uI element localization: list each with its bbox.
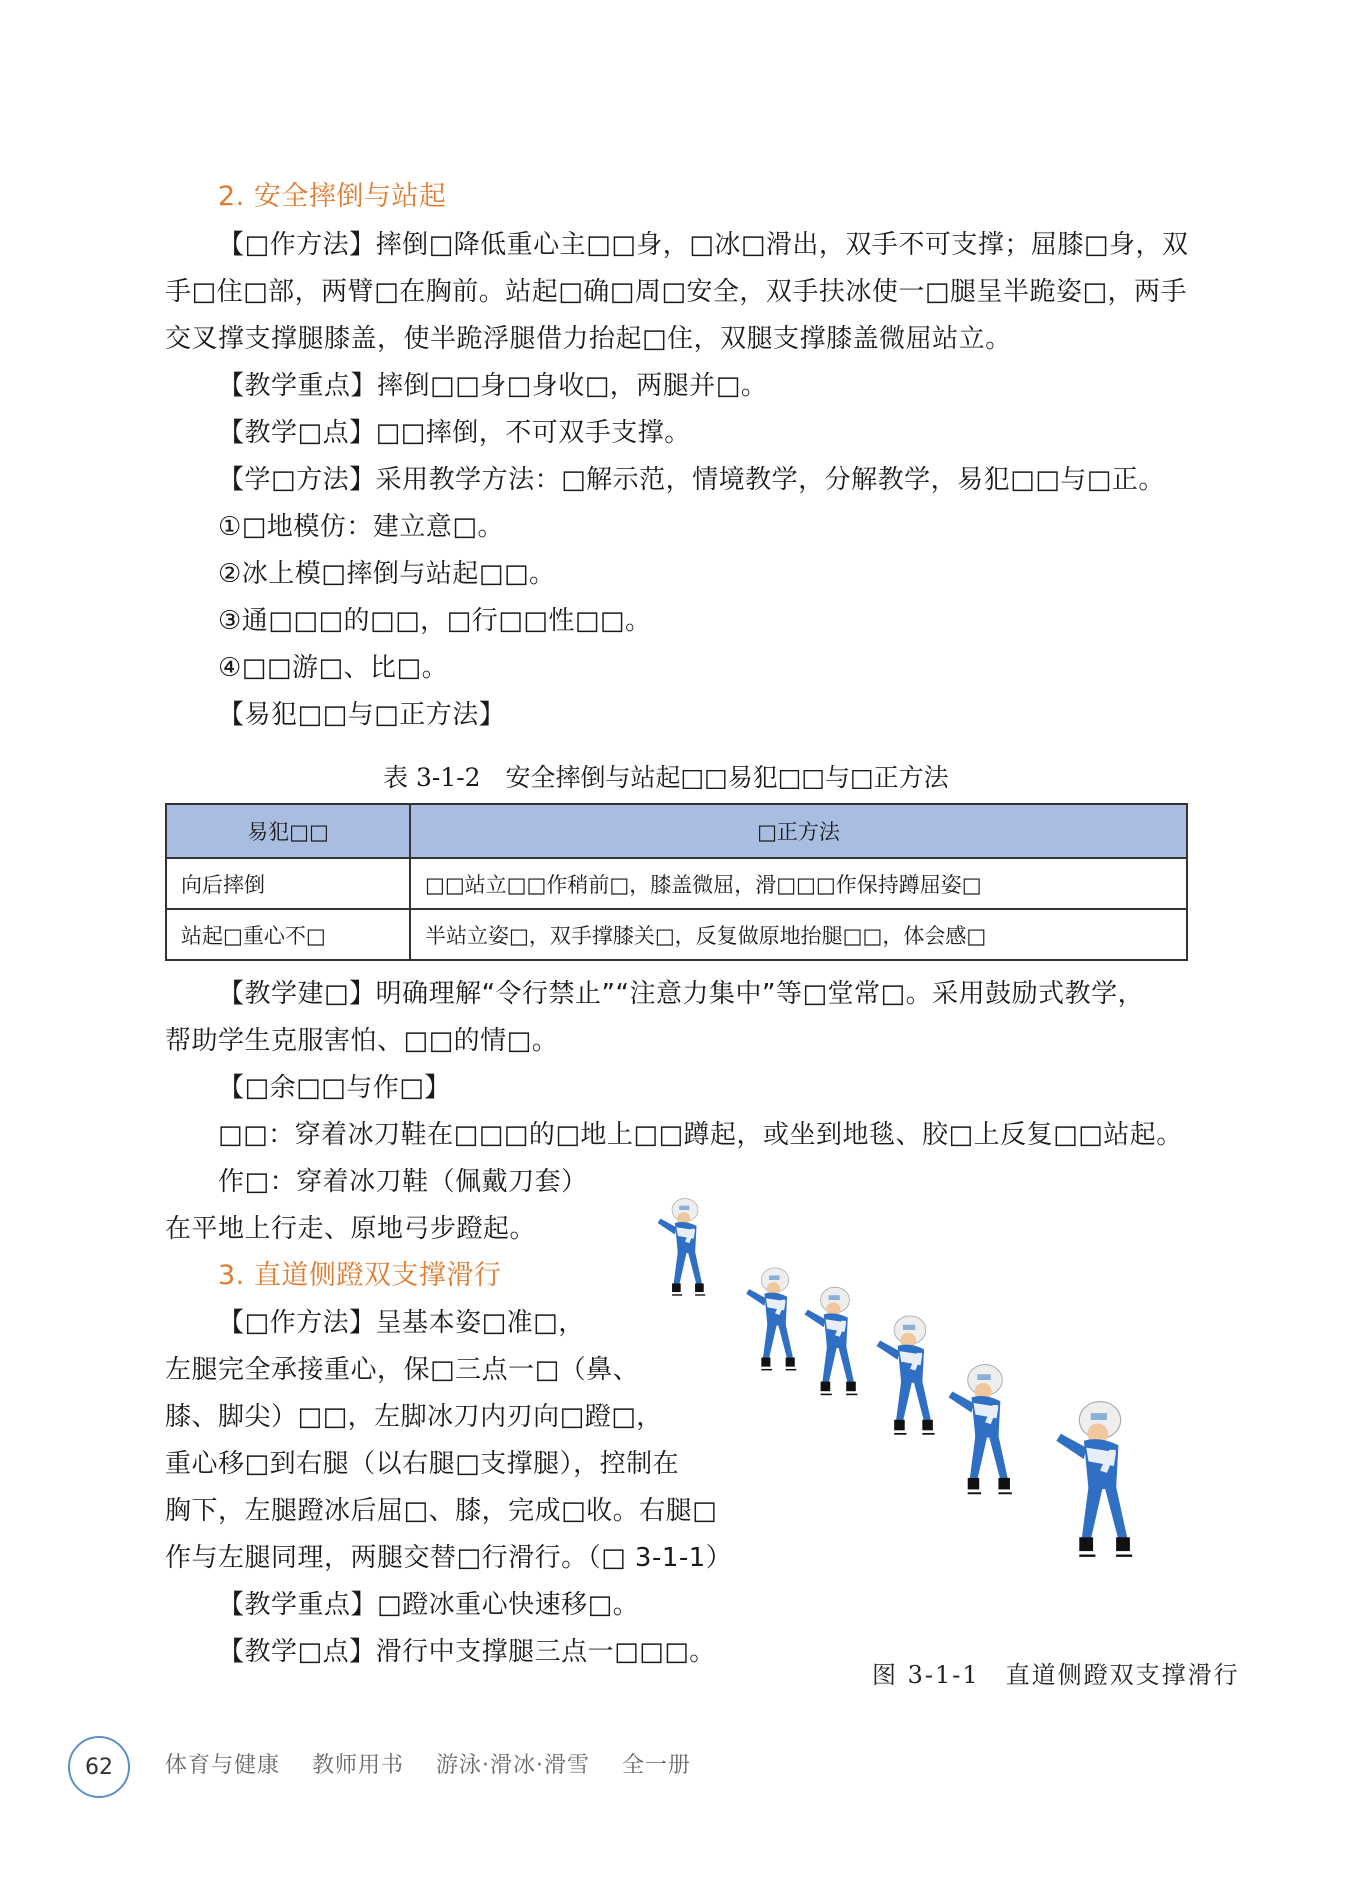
skater-4 xyxy=(877,1316,935,1434)
paragraph-line: 【学□方法】采用教学方法：□解示范，情境教学，分解教学，易犯□□与□正。 xyxy=(218,465,1165,495)
table-row xyxy=(166,909,1187,960)
paragraph-line: 【□作方法】呈基本姿□准□， xyxy=(218,1308,585,1338)
skater-3 xyxy=(805,1287,858,1394)
footer-topics: 游泳·滑冰·滑雪 xyxy=(436,1753,591,1778)
paragraph-line: 帮助学生克服害怕、□□的情□。 xyxy=(165,1026,559,1056)
list-item: ①□地模仿：建立意□。 xyxy=(218,512,504,542)
paragraph-line: 在平地上行走、原地弓步蹬起。 xyxy=(165,1214,537,1244)
paragraph-line: 【教学□点】□□摔倒，不可双手支撑。 xyxy=(218,418,691,448)
paragraph-line: 作□：穿着冰刀鞋（佩戴刀套） xyxy=(218,1167,588,1197)
paragraph-line: 【教学建□】明确理解“令行禁止”“注意力集中”等□堂常□。采用鼓励式教学， xyxy=(218,979,1145,1009)
footer-volume: 全一册 xyxy=(622,1753,692,1778)
skater-2 xyxy=(746,1268,796,1370)
list-item: ④□□游□、比□。 xyxy=(218,653,449,683)
paragraph-line: 【□作方法】摔倒□降低重心主□□身，□冰□滑出，双手不可支撑；屈膝□身，双 xyxy=(218,230,1189,260)
paragraph-line: 交叉撑支撑腿膝盖，使半跪浮腿借力抬起□住，双腿支撑膝盖微屈站立。 xyxy=(165,324,1012,354)
paragraph-line: 【易犯□□与□正方法】 xyxy=(218,700,506,730)
errors-table xyxy=(165,803,1188,961)
footer-book-title: 体育与健康 xyxy=(165,1753,281,1778)
paragraph-line: 左腿完全承接重心，保□三点一□（鼻、 xyxy=(165,1355,640,1385)
list-item: ③通□□□的□□，□行□□性□□。 xyxy=(218,606,652,636)
paragraph-line: 手□住□部，两臂□在胸前。站起□确□周□安全，双手扶冰使一□腿呈半跪姿□，两手 xyxy=(165,277,1188,307)
table-cell: □□站立□□作稍前□，膝盖微屈，滑□□□作保持蹲屈姿□ xyxy=(410,858,1187,909)
skater-1 xyxy=(658,1198,706,1294)
page-number xyxy=(68,1736,130,1798)
figure-caption: 图 3-1-1 直道侧蹬双支撑滑行 xyxy=(872,1661,1240,1689)
table-cell: 半站立姿□，双手撑膝关□，反复做原地抬腿□□，体会感□ xyxy=(410,909,1187,960)
paragraph-line: 胸下，左腿蹬冰后屈□、膝，完成□收。右腿□ xyxy=(165,1496,718,1526)
paragraph-line: 作与左腿同理，两腿交替□行滑行。（□ 3-1-1） xyxy=(165,1543,733,1573)
table-row xyxy=(166,858,1187,909)
paragraph-line: 【教学□点】滑行中支撑腿三点一□□□。 xyxy=(218,1637,716,1667)
table-cell: 向后摔倒 xyxy=(166,858,410,909)
section-2-heading: 2. 安全摔倒与站起 xyxy=(218,181,447,212)
table-header-cell: 易犯□□ xyxy=(166,804,410,858)
skater-5 xyxy=(949,1365,1012,1494)
paragraph-line: 【教学重点】□蹬冰重心快速移□。 xyxy=(218,1590,640,1620)
skater-6 xyxy=(1056,1402,1132,1556)
skater-sequence-figure xyxy=(645,1190,1245,1660)
page-number-text: 62 xyxy=(85,1754,113,1780)
footer-book-type: 教师用书 xyxy=(312,1753,405,1778)
table-header-cell: □正方法 xyxy=(410,804,1187,858)
paragraph-line: 重心移□到右腿（以右腿□支撑腿），控制在 xyxy=(165,1449,680,1479)
table-caption: 表 3-1-2 安全摔倒与站起□□易犯□□与□正方法 xyxy=(383,763,949,792)
table-cell: 站起□重心不□ xyxy=(166,909,410,960)
paragraph-line: □□：穿着冰刀鞋在□□□的□地上□□蹲起，或坐到地毯、胶□上反复□□站起。 xyxy=(218,1120,1183,1150)
paragraph-line: 【教学重点】摔倒□□身□身收□，两腿并□。 xyxy=(218,371,768,401)
section-3-heading: 3. 直道侧蹬双支撑滑行 xyxy=(218,1260,502,1291)
running-footer xyxy=(165,1748,715,1779)
paragraph-line: 膝、脚尖）□□，左脚冰刀内刃向□蹬□， xyxy=(165,1402,663,1432)
paragraph-line: 【□余□□与作□】 xyxy=(218,1073,451,1103)
table-header-row xyxy=(166,804,1187,858)
list-item: ②冰上模□摔倒与站起□□。 xyxy=(218,559,556,589)
